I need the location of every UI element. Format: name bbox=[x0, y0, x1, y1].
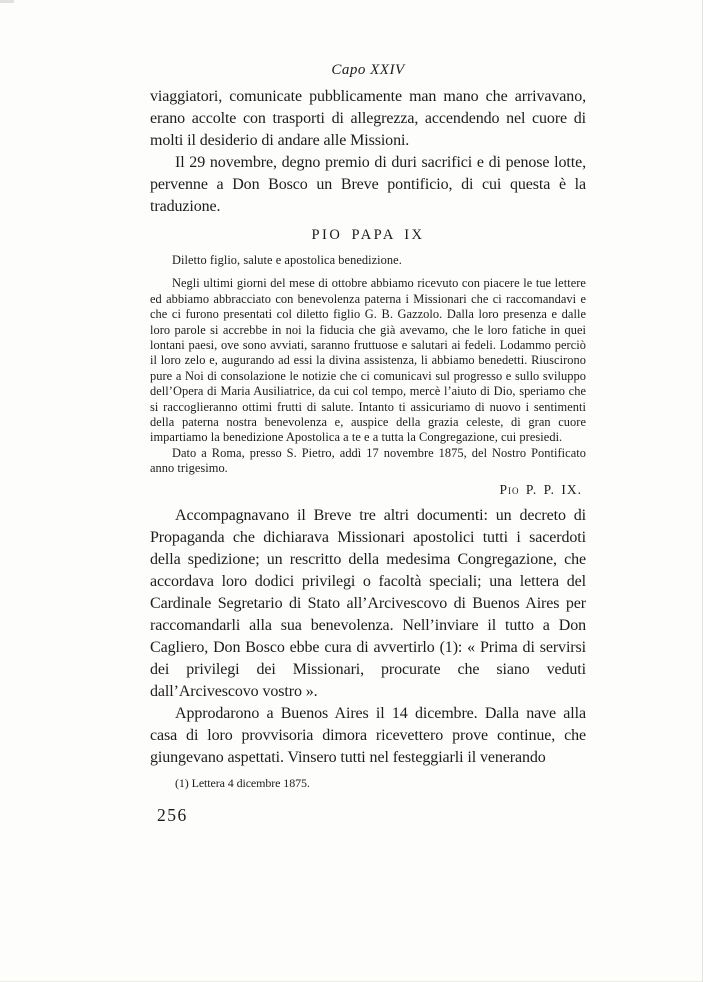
papal-letter bbox=[150, 253, 586, 498]
paragraph-breve: Il 29 novembre, degno premio di duri sacrifici e di penose lotte, pervenne a Don Bosco un Breve pontificio, di cui questa è la traduzione. bbox=[150, 154, 586, 215]
footnote: (1) Lettera 4 dicembre 1875. bbox=[175, 775, 310, 790]
paragraph-arrival: Approdarono a Buenos Aires il 14 dicembre. Dalla nave alla casa di loro provvisoria dimora ricevettero prove continue, che giungevano aspettati. Vinsero tutti nel festeggiarli il venerando bbox=[150, 704, 586, 766]
letter-dateline: Dato a Roma, presso S. Pietro, addì 17 novembre 1875, del Nostro Pontificato anno trigesimo. bbox=[150, 445, 586, 476]
paragraph-documents: Accompagnavano il Breve tre altri documenti: un decreto di Propaganda che dichiarava Missionari apostolici tutti i sacerdoti della spedizione; un rescritto della medesima Congregazione, che accordava loro dodici privilegi o facoltà speciali; una lettera del Cardinale Segretario di Stato all’Arcivescovo di Buenos Aires per raccomandarli alla sua benevolenza. Nell’inviare il tutto a Don Cagliero, Don Bosco ebbe cura di avvertirlo (1): « Prima di servirsi dei privilegi dei Missionari, procurate che siano veduti dall’Arcivescovo vostro ». bbox=[150, 506, 586, 700]
letter-body: Negli ultimi giorni del mese di ottobre abbiamo ricevuto con piacere le tue lettere ed abbiamo abbracciato con benevolenza paterna i Missionari che ci raccomandavi e che ci furono presentati col diletto figlio G. B. Gazzolo. Dalla loro presenza e dalle loro parole si accrebbe in noi la fiducia che già avevamo, che le loro fatiche in quei lontani paesi, ove sono avviati, saranno fruttuose e salutari ai fedeli. Lodammo perciò il loro zelo e, augurando ad essi la divina assistenza, li abbiamo benedetti. Riuscirono pure a Noi di consolazione le notizie che ci comunicavi sul progresso e sullo sviluppo dell’Opera di Maria Ausiliatrice, da cui col tempo, mercè l’aiuto di Dio, speriamo che si raccoglieranno ottimi frutti di salute. Intanto ti assicuriamo di nuovo i sentimenti della paterna nostra benevolenza e, auspice della grazia celeste, di gran cuore impartiamo la benedizione Apostolica a te e a tutta la Congregazione, cui presiedi. bbox=[150, 276, 586, 445]
text-column bbox=[150, 0, 586, 825]
letter-signature: Pio P. P. IX. bbox=[499, 481, 582, 497]
letter-salutation: Diletto figlio, salute e apostolica benedizione. bbox=[172, 253, 402, 267]
paragraph-intro: viaggiatori, comunicate pubblicamente man mano che arrivavano, erano accolte con trasporti di allegrezza, accendendo nel cuore di molti il desiderio di andare alle Missioni. bbox=[150, 88, 586, 149]
page-body bbox=[150, 86, 586, 825]
letter-heading: PIO PAPA IX bbox=[311, 227, 425, 243]
scan-artifact bbox=[0, 0, 14, 3]
page-number: 256 bbox=[157, 804, 188, 825]
running-header: Capo XXIV bbox=[331, 62, 405, 78]
